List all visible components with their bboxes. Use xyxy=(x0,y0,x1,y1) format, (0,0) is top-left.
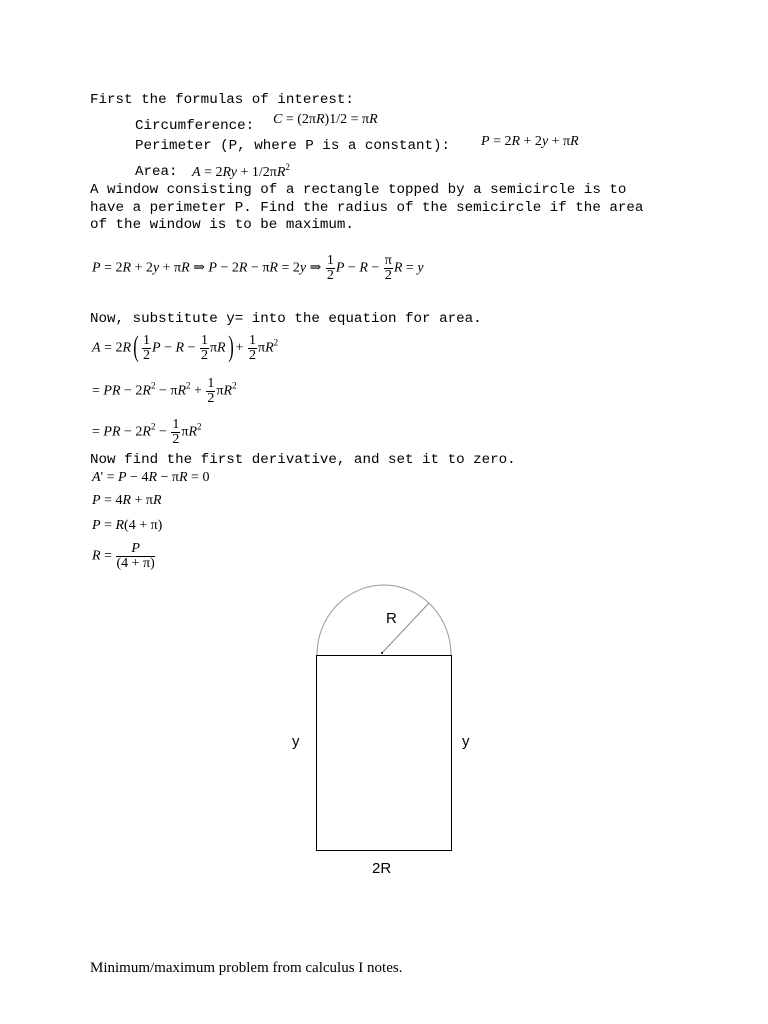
area-formula: $A = 2Ry + 1/2\pi R^2$ xyxy=(192,162,290,180)
area-expanded: = PR − $2R^2 - \pi R^2$ + $\frac{1}{2}$ $\pi R^2$ xyxy=(92,376,237,406)
circumference-label: Circumference: xyxy=(135,118,255,134)
circumference-formula: C = (2πR)1/2 = πR xyxy=(273,112,378,127)
perimeter-formula: P = 2R + 2y + πR xyxy=(481,134,579,149)
window-rectangle xyxy=(317,656,452,851)
right-side-label: y xyxy=(462,733,470,750)
area-simplified: = PR − $2R^2$ − $\frac{1}{2}$ $\pi R^2$ xyxy=(92,417,202,447)
footer-note: Minimum/maximum problem from calculus I notes. xyxy=(90,960,403,976)
problem-line-3: of the window is to be maximum. xyxy=(90,217,354,233)
bottom-label: 2R xyxy=(372,860,392,877)
area-label: Area: xyxy=(135,164,178,180)
derivative-equation: A' = P − 4R − πR = 0 xyxy=(92,470,210,485)
derivative-step: Now find the first derivative, and set it to zero. xyxy=(90,452,516,468)
problem-line-1: A window consisting of a rectangle topped by a semicircle is to xyxy=(90,182,627,198)
area-substituted: A = 2R( $\frac{1}{2}$ P − R − $\frac{1}{2}$ πR) + $\frac{1}{2}$ $\pi R^2$ xyxy=(92,329,279,363)
left-side-label: y xyxy=(292,733,300,750)
solve-for-y-equation: P = 2R + 2y + πR ⇒ P − 2R − πR = 2y ⇒ $\frac{1}{2}$ P − R − $\frac{\pi}{2}$ R = y xyxy=(92,253,424,283)
problem-line-2: have a perimeter P. Find the radius of the semicircle if the area xyxy=(90,200,644,216)
center-point xyxy=(381,652,383,654)
perimeter-label: Perimeter (P, where P is a constant): xyxy=(135,138,451,154)
radius-result: R = $\frac{P}{(4 + \pi)}$ xyxy=(92,541,155,571)
radius-label: R xyxy=(386,610,397,627)
perimeter-solved: P = 4R + πR xyxy=(92,493,162,508)
perimeter-factored: P = R(4 + π) xyxy=(92,518,163,533)
substitute-step: Now, substitute y= into the equation for area. xyxy=(90,311,482,327)
semicircle-top xyxy=(317,585,451,655)
intro-heading: First the formulas of interest: xyxy=(90,92,354,108)
